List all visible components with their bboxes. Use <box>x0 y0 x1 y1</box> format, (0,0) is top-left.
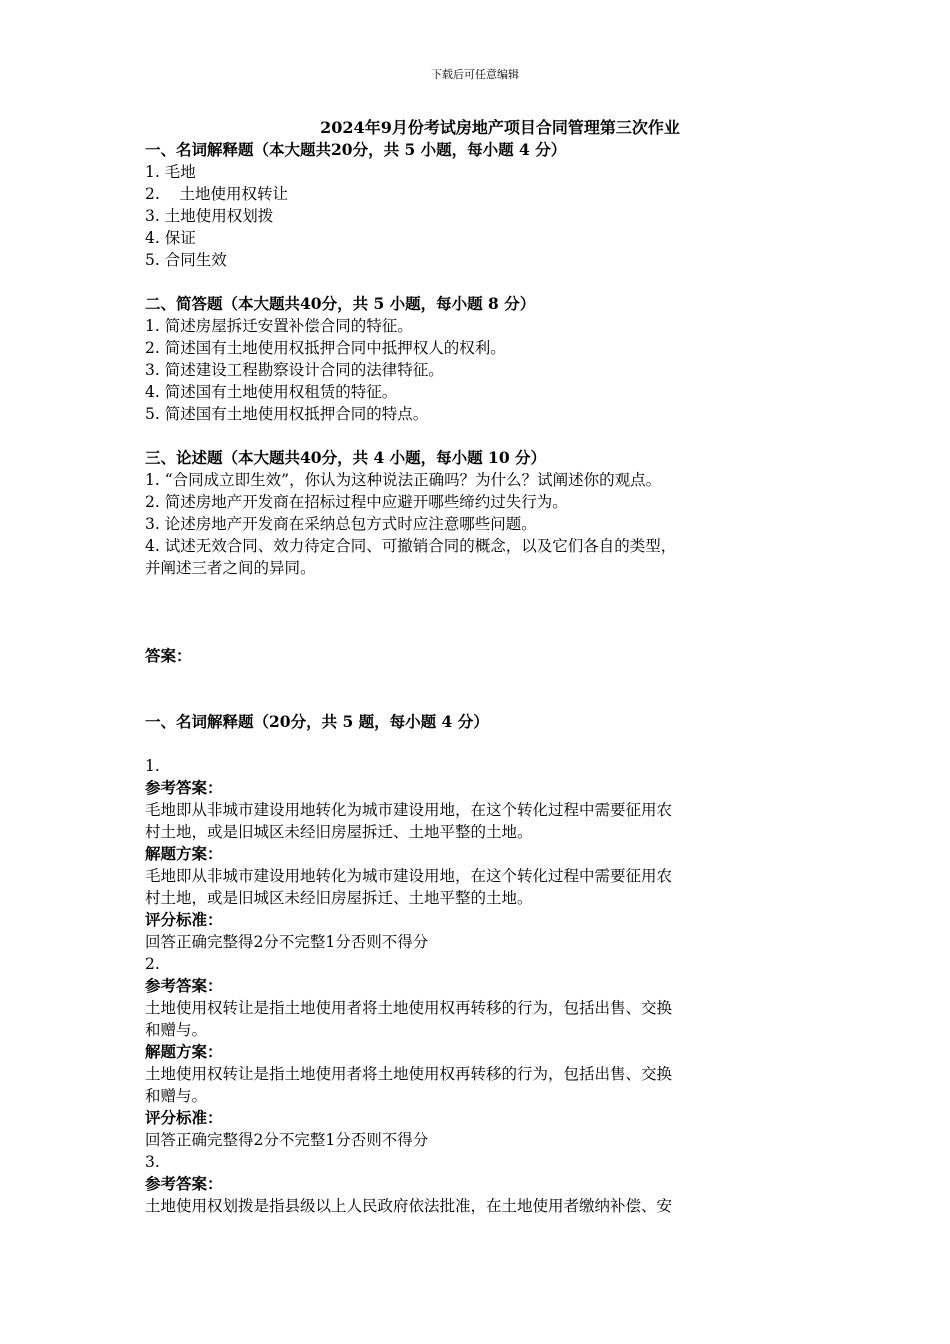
section-3-heading: 三、论述题（本大题共40分，共 4 小题，每小题 10 分） <box>145 448 547 467</box>
scoring-label: 评分标准： <box>145 910 223 929</box>
answer-text: 土地使用权划拨是指县级以上人民政府依法批准，在土地使用者缴纳补偿、安 <box>145 1197 673 1215</box>
answer-number: 2. <box>145 955 160 973</box>
list-item: 2. 简述国有土地使用权抵押合同中抵押权人的权利。 <box>145 339 506 357</box>
list-item: 3. 论述房地产开发商在采纳总包方式时应注意哪些问题。 <box>145 515 537 533</box>
list-item: 1. “合同成立即生效”，你认为这种说法正确吗？为什么？试阐述你的观点。 <box>145 471 662 489</box>
list-item: 2. 土地使用权转让 <box>145 185 288 203</box>
reference-answer-label: 参考答案： <box>145 778 223 797</box>
scoring-text: 回答正确完整得2分不完整1分否则不得分 <box>145 933 429 951</box>
answer-text: 土地使用权转让是指土地使用者将土地使用权再转移的行为，包括出售、交换 <box>145 999 673 1017</box>
solution-text: 毛地即从非城市建设用地转化为城市建设用地，在这个转化过程中需要征用农 <box>145 867 673 885</box>
scoring-label: 评分标准： <box>145 1108 223 1127</box>
solution-text: 和赠与。 <box>145 1087 208 1105</box>
answers-section-heading: 一、名词解释题（20分，共 5 题，每小题 4 分） <box>145 712 489 731</box>
reference-answer-label: 参考答案： <box>145 976 223 995</box>
scoring-text: 回答正确完整得2分不完整1分否则不得分 <box>145 1131 429 1149</box>
list-item: 2. 简述房地产开发商在招标过程中应避开哪些缔约过失行为。 <box>145 493 568 511</box>
list-item: 并阐述三者之间的异同。 <box>145 559 316 577</box>
list-item: 5. 简述国有土地使用权抵押合同的特点。 <box>145 405 429 423</box>
list-item: 4. 保证 <box>145 229 196 247</box>
answer-number: 1. <box>145 757 160 775</box>
header-note: 下载后可任意编辑 <box>431 68 519 81</box>
list-item: 3. 土地使用权划拨 <box>145 207 274 225</box>
list-item: 4. 简述国有土地使用权租赁的特征。 <box>145 383 398 401</box>
list-item: 1. 毛地 <box>145 163 196 181</box>
reference-answer-label: 参考答案： <box>145 1174 223 1193</box>
answer-text: 村土地，或是旧城区未经旧房屋拆迁、土地平整的土地。 <box>145 823 533 841</box>
list-item: 1. 简述房屋拆迁安置补偿合同的特征。 <box>145 317 413 335</box>
answer-text: 和赠与。 <box>145 1021 208 1039</box>
section-1-heading: 一、名词解释题（本大题共20分，共 5 小题，每小题 4 分） <box>145 140 567 159</box>
answer-text: 毛地即从非城市建设用地转化为城市建设用地，在这个转化过程中需要征用农 <box>145 801 673 819</box>
solution-label: 解题方案： <box>145 844 223 863</box>
answers-label: 答案： <box>145 646 192 665</box>
answer-number: 3. <box>145 1153 160 1171</box>
list-item: 5. 合同生效 <box>145 251 227 269</box>
solution-text: 村土地，或是旧城区未经旧房屋拆迁、土地平整的土地。 <box>145 889 533 907</box>
list-item: 4. 试述无效合同、效力待定合同、可撤销合同的概念，以及它们各自的类型， <box>145 537 677 555</box>
document-body <box>145 117 805 1217</box>
solution-label: 解题方案： <box>145 1042 223 1061</box>
solution-text: 土地使用权转让是指土地使用者将土地使用权再转移的行为，包括出售、交换 <box>145 1065 673 1083</box>
document-title: 2024年9月份考试房地产项目合同管理第三次作业 <box>320 118 680 137</box>
section-2-heading: 二、简答题（本大题共40分，共 5 小题，每小题 8 分） <box>145 294 536 313</box>
list-item: 3. 简述建设工程勘察设计合同的法律特征。 <box>145 361 444 379</box>
